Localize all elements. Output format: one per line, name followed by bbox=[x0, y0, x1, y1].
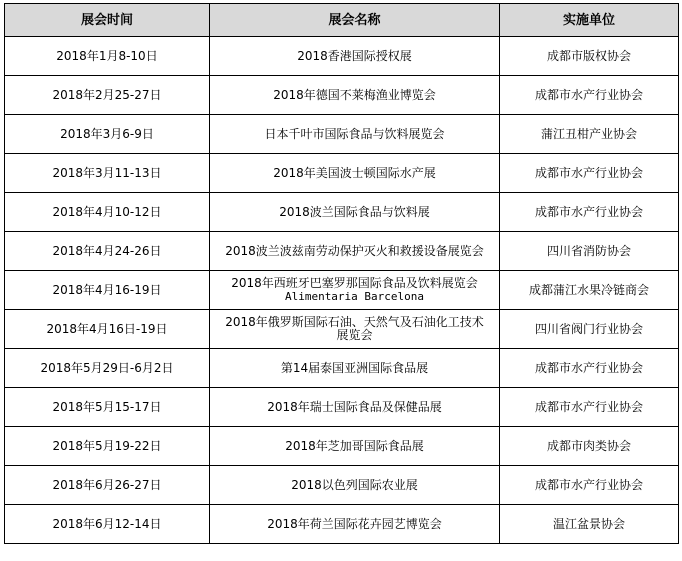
cell-name bbox=[210, 232, 500, 271]
cell-name-line: 2018香港国际授权展 bbox=[297, 48, 412, 63]
cell-date: 2018年3月11-13日 bbox=[5, 154, 210, 193]
cell-name bbox=[210, 466, 500, 505]
table-row bbox=[5, 37, 679, 76]
cell-org: 四川省阀门行业协会 bbox=[500, 310, 679, 349]
cell-name bbox=[210, 37, 500, 76]
cell-name-line: 2018年西班牙巴塞罗那国际食品及饮料展览会 bbox=[231, 276, 478, 290]
cell-name-line: 2018波兰波兹南劳动保护灭火和救援设备展览会 bbox=[225, 243, 484, 258]
table-row bbox=[5, 76, 679, 115]
header-row bbox=[5, 4, 679, 37]
cell-name bbox=[210, 193, 500, 232]
cell-date: 2018年4月16-19日 bbox=[5, 271, 210, 310]
cell-org: 成都市水产行业协会 bbox=[500, 466, 679, 505]
table-body bbox=[5, 37, 679, 544]
cell-date: 2018年6月26-27日 bbox=[5, 466, 210, 505]
cell-name bbox=[210, 427, 500, 466]
header-date: 展会时间 bbox=[5, 4, 210, 37]
cell-org: 成都市水产行业协会 bbox=[500, 193, 679, 232]
cell-name bbox=[210, 310, 500, 349]
cell-org: 成都市水产行业协会 bbox=[500, 349, 679, 388]
cell-org: 成都市水产行业协会 bbox=[500, 76, 679, 115]
cell-name-line: Alimentaria Barcelona bbox=[284, 290, 425, 303]
cell-name-line: 2018年美国波士顿国际水产展 bbox=[273, 165, 436, 180]
cell-date: 2018年2月25-27日 bbox=[5, 76, 210, 115]
cell-org: 成都蒲江水果冷链商会 bbox=[500, 271, 679, 310]
cell-name-line: 展览会 bbox=[336, 328, 373, 342]
exhibition-table bbox=[4, 3, 679, 544]
cell-date: 2018年5月29日-6月2日 bbox=[5, 349, 210, 388]
cell-date: 2018年4月16日-19日 bbox=[5, 310, 210, 349]
header-org: 实施单位 bbox=[500, 4, 679, 37]
header-name: 展会名称 bbox=[210, 4, 500, 37]
table-row bbox=[5, 427, 679, 466]
cell-org: 四川省消防协会 bbox=[500, 232, 679, 271]
cell-date: 2018年4月10-12日 bbox=[5, 193, 210, 232]
cell-date: 2018年5月15-17日 bbox=[5, 388, 210, 427]
cell-name-line: 2018年瑞士国际食品及保健品展 bbox=[267, 399, 442, 414]
cell-name-line: 2018波兰国际食品与饮料展 bbox=[279, 204, 430, 219]
cell-date: 2018年5月19-22日 bbox=[5, 427, 210, 466]
cell-name-line: 日本千叶市国际食品与饮料展览会 bbox=[264, 126, 445, 141]
table-row bbox=[5, 310, 679, 349]
cell-name bbox=[210, 115, 500, 154]
table-row bbox=[5, 154, 679, 193]
cell-name-line: 2018年芝加哥国际食品展 bbox=[285, 438, 424, 453]
cell-org: 成都市水产行业协会 bbox=[500, 388, 679, 427]
cell-org: 成都市水产行业协会 bbox=[500, 154, 679, 193]
cell-name-line: 2018年俄罗斯国际石油、天然气及石油化工技术 bbox=[225, 315, 484, 329]
cell-org: 成都市版权协会 bbox=[500, 37, 679, 76]
cell-name bbox=[210, 154, 500, 193]
cell-date: 2018年3月6-9日 bbox=[5, 115, 210, 154]
cell-date: 2018年6月12-14日 bbox=[5, 505, 210, 544]
cell-name bbox=[210, 505, 500, 544]
table-row bbox=[5, 388, 679, 427]
cell-name bbox=[210, 349, 500, 388]
cell-name-line: 2018年德国不莱梅渔业博览会 bbox=[273, 87, 436, 102]
cell-name bbox=[210, 271, 500, 310]
cell-org: 成都市肉类协会 bbox=[500, 427, 679, 466]
cell-org: 温江盆景协会 bbox=[500, 505, 679, 544]
table-row bbox=[5, 505, 679, 544]
table-row bbox=[5, 193, 679, 232]
cell-date: 2018年4月24-26日 bbox=[5, 232, 210, 271]
cell-org: 蒲江丑柑产业协会 bbox=[500, 115, 679, 154]
cell-name-line: 2018以色列国际农业展 bbox=[291, 477, 418, 492]
table-row bbox=[5, 466, 679, 505]
cell-name bbox=[210, 388, 500, 427]
cell-date: 2018年1月8-10日 bbox=[5, 37, 210, 76]
cell-name bbox=[210, 76, 500, 115]
table-row bbox=[5, 232, 679, 271]
table-row bbox=[5, 115, 679, 154]
table-row bbox=[5, 271, 679, 310]
table-row bbox=[5, 349, 679, 388]
cell-name-line: 第14届泰国亚洲国际食品展 bbox=[280, 360, 429, 375]
cell-name-line: 2018年荷兰国际花卉园艺博览会 bbox=[267, 516, 442, 531]
